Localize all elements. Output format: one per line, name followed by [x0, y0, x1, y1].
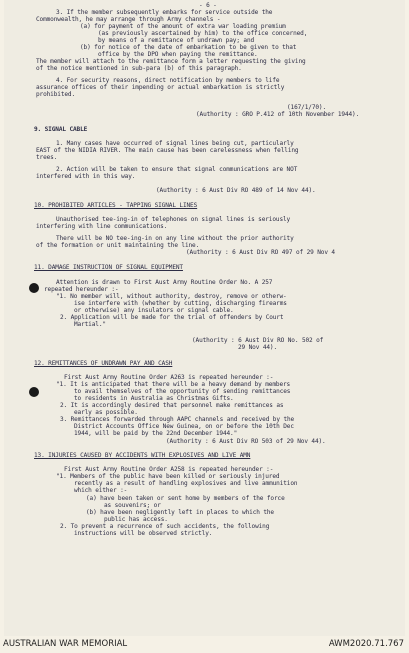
section-heading: 11. DAMAGE INSTRUCTION OF SIGNAL EQUIPMENT	[34, 264, 183, 271]
text-line: 2. Action will be taken to ensure that signal communications are NOT	[56, 166, 298, 173]
text-line: public has access.	[104, 516, 168, 523]
text-line: repeated hereunder :-	[44, 286, 119, 293]
document-page	[4, 0, 405, 636]
text-line: 2. It is accordingly desired that personnel make remittances as	[60, 402, 284, 409]
text-line: office by the DPO when paying the remittance.	[98, 51, 258, 58]
text-line: District Accounts Office New Guinea, on or before the 10th Dec	[74, 423, 294, 430]
text-line: 1. Many cases have occurred of signal lines being cut, particularly	[56, 140, 294, 147]
text-line: of the formation or unit maintaining the line.	[36, 242, 200, 249]
text-line: (as previously ascertained by him) to the office concerned,	[98, 30, 308, 37]
text-line: Attention is drawn to First Aust Army Routine Order No. A 257	[56, 279, 273, 286]
text-line: (b) for notice of the date of embarkation to be given to that	[80, 44, 297, 51]
authority-line: 29 Nov 44).	[238, 344, 278, 351]
text-line: "1. Members of the public have been killed or seriously injured	[56, 473, 280, 480]
text-line: First Aust Army Routine Order A263 is repeated hereunder :-	[64, 374, 274, 381]
text-line: 3. If the member subsequently embarks for service outside the	[56, 9, 273, 16]
text-line: First Aust Army Routine Order A258 is repeated hereunder :-	[64, 466, 274, 473]
text-line: (a) for payment of the amount of extra war loading premium	[80, 23, 286, 30]
authority-line: (Authority : GRO P.412 of 10th November 1944).	[196, 111, 360, 118]
text-line: which either :-	[74, 487, 128, 494]
text-line: The member will attach to the remittance form a letter requesting the giving	[36, 58, 306, 65]
reference-number: AWM2020.71.767	[328, 639, 404, 649]
page-number: - 6 -	[199, 2, 217, 9]
text-line: 2. To prevent a recurrence of such accidents, the following	[60, 523, 270, 530]
authority-line: (Authority : 6 Aust Div RO No. 502 of	[192, 337, 324, 344]
text-line: or otherwise) any insulators or signal cable.	[74, 307, 234, 314]
authority-line: (Authority : 6 Aust Div RO 489 of 14 Nov 44).	[156, 187, 316, 194]
text-line: EAST of the NIDIA RIVER. The main cause has been carelessness when felling	[36, 147, 299, 154]
file-reference: (167/1/70).	[287, 104, 327, 111]
section-heading: 13. INJURIES CAUSED BY ACCIDENTS WITH EXPLOSIVES AND LIVE AMN	[34, 452, 251, 459]
section-heading: 9. SIGNAL CABLE	[34, 126, 88, 133]
punch-hole	[29, 283, 39, 293]
text-line: Commonwealth, he may arrange through Army channels -	[36, 16, 221, 23]
text-line: 1944, will be paid by the 22nd December 1944."	[74, 430, 238, 437]
text-line: early as possible.	[74, 409, 138, 416]
text-line: "1. It is anticipated that there will be a heavy demand by members	[56, 381, 291, 388]
text-line: Unauthorised tee-ing-in of telephones on signal lines is seriously	[56, 216, 291, 223]
authority-line: (Authority : 6 Aust Div RO 497 of 29 Nov 4	[186, 249, 335, 256]
text-line: 3. Remittances forwarded through AAPC channels and received by the	[60, 416, 295, 423]
text-line: ise interfere with (whether by cutting, discharging firearms	[74, 300, 287, 307]
text-line: instructions will be observed strictly.	[74, 530, 213, 537]
text-line: of the notice mentioned in sub-para (b) of this paragraph.	[36, 65, 242, 72]
text-line: to avail themselves of the opportunity of sending remittances	[74, 388, 291, 395]
section-heading: 12. REMITTANCES OF UNDRAWN PAY AND CASH	[34, 360, 173, 367]
text-line: (b) have been negligently left in places to which the	[86, 509, 274, 516]
text-line: prohibited.	[36, 91, 76, 98]
text-line: interfering with line communications.	[36, 223, 168, 230]
institution-label: AUSTRALIAN WAR MEMORIAL	[3, 639, 128, 649]
text-line: as souvenirs; or	[104, 502, 161, 509]
section-heading: 10. PROHIBITED ARTICLES - TAPPING SIGNAL LINES	[34, 202, 198, 209]
text-line: There will be NO tee-ing-in on any line without the prior authority	[56, 235, 294, 242]
text-line: interfered with in this way.	[36, 173, 136, 180]
text-line: 2. Application will be made for the trial of offenders by Court	[60, 314, 284, 321]
text-line: assurance offices of their impending or actual embarkation is strictly	[36, 84, 285, 91]
text-line: (a) have been taken or sent home by members of the force	[86, 495, 285, 502]
text-line: 4. For security reasons, direct notification by members to life	[56, 77, 280, 84]
authority-line: (Authority : 6 Aust Div RO 503 of 29 Nov 44).	[166, 438, 326, 445]
text-line: to residents in Australia as Christmas Gifts.	[74, 395, 234, 402]
text-line: "1. No member will, without authority, destroy, remove or otherw-	[56, 293, 287, 300]
footer-bar	[0, 636, 409, 653]
text-line: Martial."	[74, 321, 106, 328]
text-line: by means of a remittance of undrawn pay; and	[98, 37, 255, 44]
punch-hole	[29, 387, 39, 397]
text-line: trees.	[36, 154, 58, 161]
text-line: recently as a result of handling explosives and live ammunition	[74, 480, 298, 487]
